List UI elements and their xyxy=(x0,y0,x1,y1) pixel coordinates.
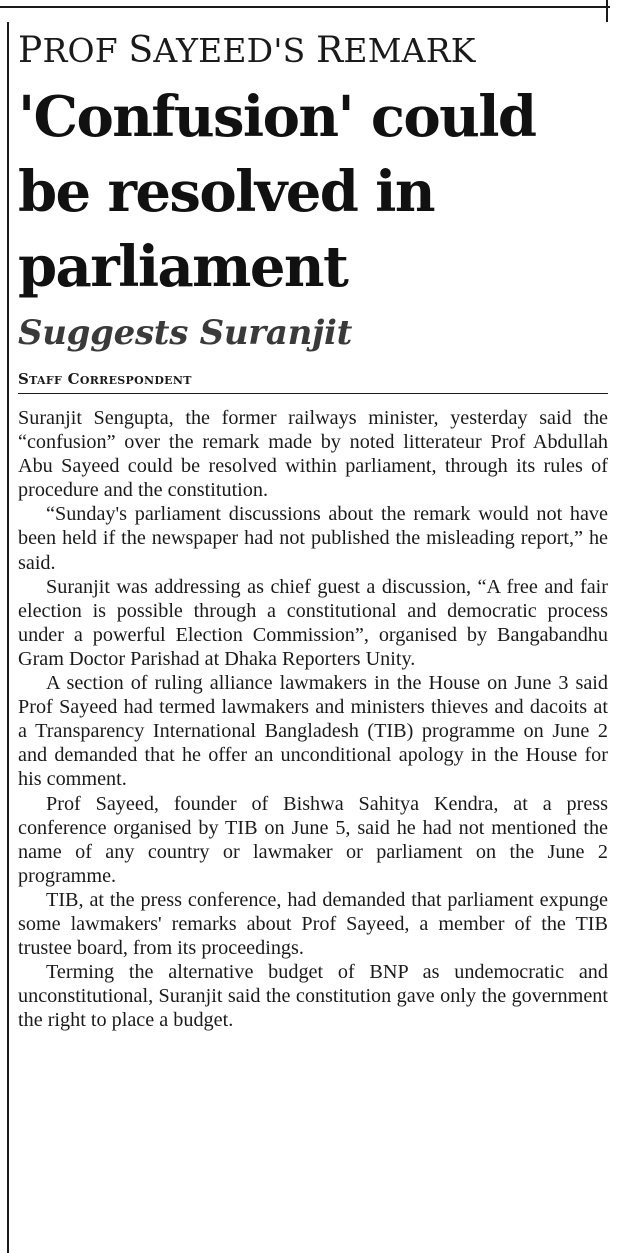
paragraph: Suranjit Sengupta, the former railways minister, yesterday said the “confusion” over the remark made by noted litterateur Prof Abdullah Abu Sayeed could be resolved within parliament, through its rules of procedure and the constitution. xyxy=(18,407,608,502)
kicker-cap-1: P xyxy=(18,30,43,71)
article-body xyxy=(18,406,608,1032)
kicker-cap-3: R xyxy=(316,30,344,71)
paragraph: Terming the alternative budget of BNP as undemocratic and unconstitutional, Suranjit said the constitution gave only the government the right to place a budget. xyxy=(18,961,608,1032)
kicker-text-2: AYEED'S xyxy=(153,31,317,70)
headline: 'Confusion' could be resolved in parliament xyxy=(18,84,536,300)
paragraph: TIB, at the press conference, had demanded that parliament expunge some lawmakers' remarks about Prof Sayeed, a member of the TIB trustee board, from its proceedings. xyxy=(18,888,608,960)
paragraph: A section of ruling alliance lawmakers in the House on June 3 said Prof Sayeed had termed lawmakers and ministers thieves and dacoits at a Transparency International Bangladesh (TIB) programme on June 2 and demanded that he offer an unconditional apology in the House for his comment. xyxy=(18,672,608,791)
kicker-text-1: ROF xyxy=(42,31,129,70)
kicker-heading xyxy=(18,30,608,72)
byline: Staff Correspondent xyxy=(18,370,192,388)
paragraph: Suranjit was addressing as chief guest a discussion, “A free and fair election is possible through a constitutional and democratic process under a powerful Election Commission”, organised by Bangabandhu Gram Doctor Parishad at Dhaka Reporters Unity. xyxy=(18,575,608,670)
byline-divider xyxy=(18,393,608,394)
paragraph: Prof Sayeed, founder of Bishwa Sahitya Kendra, at a press conference organised by TIB on June 5, said he had not mentioned the name of any country or lawmaker or parliament on the June 2 programme. xyxy=(18,792,608,887)
top-border-rule xyxy=(0,6,610,8)
kicker-text-3: EMARK xyxy=(343,31,476,70)
news-article xyxy=(18,30,608,1032)
kicker-cap-2: S xyxy=(128,30,154,71)
paragraph: “Sunday's parliament discussions about the remark would not have been held if the newspaper had not published the misleading report,” he said. xyxy=(18,503,608,574)
left-border-rule xyxy=(7,22,9,1253)
right-border-rule xyxy=(606,0,608,22)
subheadline: Suggests Suranjit xyxy=(18,313,353,353)
